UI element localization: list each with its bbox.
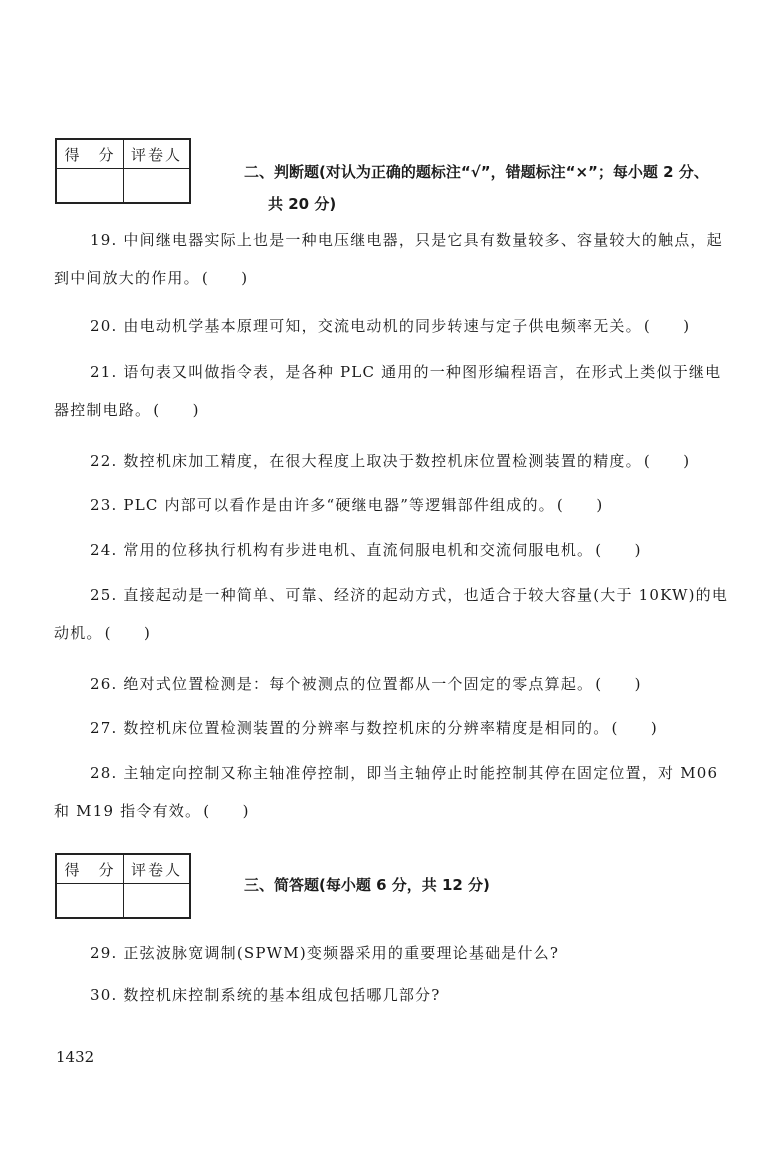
score-box-section3 <box>55 853 191 919</box>
question-text: 27. 数控机床位置检测装置的分辨率与数控机床的分辨率精度是相同的。 <box>90 719 610 737</box>
question-25 <box>54 576 734 652</box>
question-text: 21. 语句表又叫做指令表，是各种 PLC 通用的一种图形编程语言，在形式上类似于继电器控制电路。 <box>54 363 722 419</box>
question-26 <box>54 665 734 703</box>
question-23 <box>54 486 734 524</box>
question-27 <box>54 709 734 747</box>
section2-title-line2: 共 20 分) <box>268 195 337 213</box>
question-24 <box>54 531 734 569</box>
question-text: 28. 主轴定向控制又称主轴准停控制，即当主轴停止时能控制其停在固定位置，对 M06 和 M19 指令有效。 <box>54 764 719 820</box>
answer-blank: ( ) <box>153 401 200 419</box>
answer-blank: ( ) <box>643 452 691 470</box>
grader-header: 评卷人 <box>124 139 191 169</box>
question-text: 23. PLC 内部可以看作是由许多“硬继电器”等逻辑部件组成的。 <box>90 496 555 514</box>
page-number: 1432 <box>56 1048 95 1066</box>
score-header: 得 分 <box>56 854 124 884</box>
question-text: 20. 由电动机学基本原理可知，交流电动机的同步转速与定子供电频率无关。 <box>90 317 642 335</box>
grader-header: 评卷人 <box>124 854 191 884</box>
question-text: 24. 常用的位移执行机构有步进电机、直流伺服电机和交流伺服电机。 <box>90 541 594 559</box>
grader-cell <box>124 884 191 919</box>
question-29: 29. 正弦波脉宽调制(SPWM)变频器采用的重要理论基础是什么? <box>90 944 560 962</box>
question-20 <box>54 307 734 345</box>
score-cell <box>56 884 124 919</box>
answer-blank: ( ) <box>203 802 250 820</box>
question-text: 19. 中间继电器实际上也是一种电压继电器，只是它具有数量较多、容量较大的触点，起到中间放大的作用。 <box>54 231 723 287</box>
question-text: 25. 直接起动是一种简单、可靠、经济的起动方式，也适合于较大容量(大于 10KW)的电动机。 <box>54 586 729 642</box>
answer-blank: ( ) <box>595 541 642 559</box>
answer-blank: ( ) <box>201 269 249 287</box>
score-cell <box>56 169 124 204</box>
score-header: 得 分 <box>56 139 124 169</box>
answer-blank: ( ) <box>643 317 691 335</box>
section2-title-line1: 二、判断题(对认为正确的题标注“√”，错题标注“×”；每小题 2 分、 <box>244 163 709 181</box>
question-21 <box>54 353 734 429</box>
question-28 <box>54 754 734 830</box>
question-19 <box>54 221 734 297</box>
answer-blank: ( ) <box>611 719 658 737</box>
question-text: 26. 绝对式位置检测是：每个被测点的位置都从一个固定的零点算起。 <box>90 675 594 693</box>
answer-blank: ( ) <box>556 496 604 514</box>
section3-title: 三、简答题(每小题 6 分，共 12 分) <box>244 876 490 894</box>
answer-blank: ( ) <box>595 675 642 693</box>
question-text: 22. 数控机床加工精度，在很大程度上取决于数控机床位置检测装置的精度。 <box>90 452 642 470</box>
grader-cell <box>124 169 191 204</box>
score-box-section2 <box>55 138 191 204</box>
answer-blank: ( ) <box>104 624 152 642</box>
question-22 <box>54 442 734 480</box>
question-30: 30. 数控机床控制系统的基本组成包括哪几部分? <box>90 986 441 1004</box>
